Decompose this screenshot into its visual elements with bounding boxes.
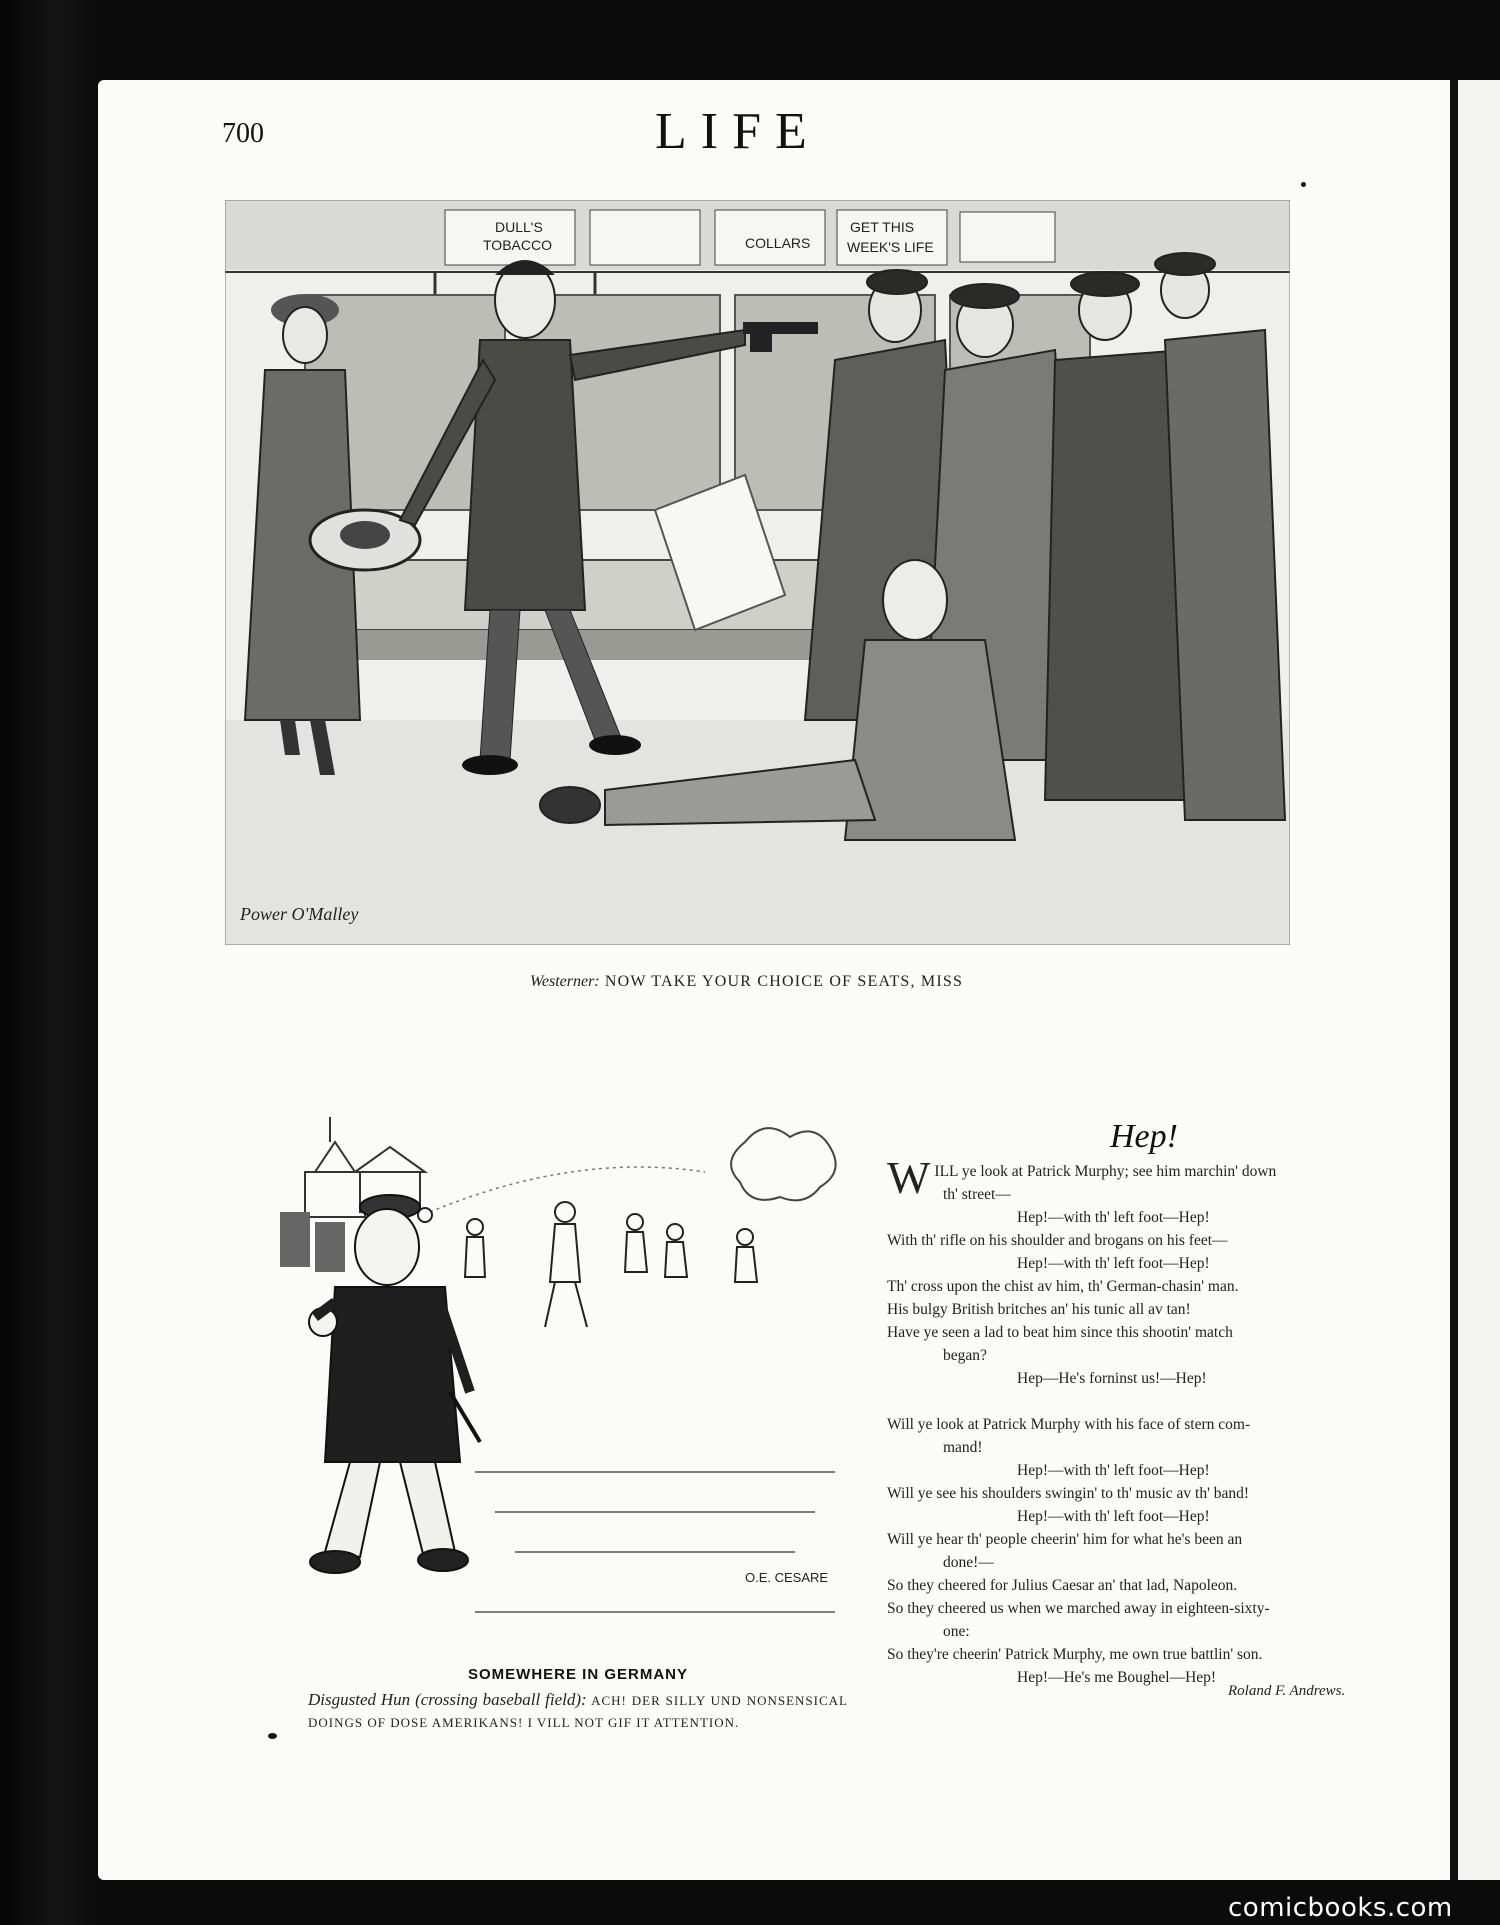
ad-text-tobacco: DULL'S [495, 219, 543, 235]
poem-line: So they're cheerin' Patrick Murphy, me own true battlin' son. [887, 1646, 1263, 1663]
poem-line: ILL ye look at Patrick Murphy; see him marchin' down [934, 1163, 1277, 1180]
stray-dot [1301, 182, 1306, 187]
ad-text-collars: COLLARS [745, 235, 811, 251]
poem-line: His bulgy British britches an' his tunic all av tan! [887, 1301, 1191, 1318]
poem-body [887, 1152, 1407, 1689]
poem-line: mand! [943, 1439, 983, 1456]
poem-line: So they cheered for Julius Caesar an' that lad, Napoleon. [887, 1577, 1238, 1594]
poem-title: Hep! [1110, 1118, 1178, 1155]
cartoon-caption-bottom [308, 1689, 848, 1734]
stray-ink-mark [268, 1733, 277, 1739]
ad-text-life: GET THIS [850, 219, 915, 235]
streetcar-cartoon [225, 200, 1290, 945]
cartoon-title-bottom: SOMEWHERE IN GERMANY [468, 1666, 689, 1683]
poem-line: Will ye see his shoulders swingin' to th' music av th' band! [887, 1485, 1250, 1502]
cartoon-caption-top [530, 973, 963, 991]
svg-text:TOBACCO: TOBACCO [483, 237, 552, 253]
caption-text: NOW TAKE YOUR CHOICE OF SEATS, MISS [604, 973, 964, 990]
artist-signature-bottom: O.E. CESARE [745, 1570, 829, 1585]
caption-speaker-bottom: Disgusted Hun (crossing baseball field): [308, 1690, 587, 1709]
stanza-break [887, 1390, 1407, 1413]
poem-line: With th' rifle on his shoulder and brogans on his feet— [887, 1232, 1228, 1249]
artist-signature-top: Power O'Malley [240, 904, 359, 924]
caption-text-bottom: ACH! DER SILLY UND NONSENSICAL DOINGS OF DOSE AMERIKANS! I VILL NOT GIF IT ATTENTION. [308, 1693, 848, 1730]
poem-line: th' street— [943, 1186, 1011, 1203]
poem-line: Have ye seen a lad to beat him since this shootin' match [887, 1324, 1233, 1341]
adjacent-page-edge [1450, 80, 1500, 1880]
poem-dropcap: W [887, 1152, 931, 1203]
page-number: 700 [222, 118, 264, 149]
watermark: comicbooks.com [1228, 1893, 1453, 1923]
poem-line: Hep!—with th' left foot—Hep! [1017, 1462, 1210, 1479]
baseball-cartoon [275, 1112, 850, 1657]
poem-line: Hep!—with th' left foot—Hep! [1017, 1255, 1210, 1272]
poem-author: Roland F. Andrews. [1228, 1683, 1346, 1699]
poem-line: Hep!—with th' left foot—Hep! [1017, 1209, 1210, 1226]
poem-line: Hep—He's forninst us!—Hep! [1017, 1370, 1207, 1387]
poem-line: one: [943, 1623, 970, 1640]
page-gutter-shadow [1450, 80, 1458, 1880]
poem-line: Hep!—with th' left foot—Hep! [1017, 1508, 1210, 1525]
svg-text:WEEK'S LIFE: WEEK'S LIFE [847, 239, 934, 255]
poem-line: So they cheered us when we marched away in eighteen-sixty- [887, 1600, 1270, 1617]
poem-line: began? [943, 1347, 987, 1364]
poem-line: Will ye hear th' people cheerin' him for what he's been an [887, 1531, 1243, 1548]
caption-speaker: Westerner: [530, 973, 600, 990]
poem-line: Will ye look at Patrick Murphy with his face of stern com- [887, 1416, 1251, 1433]
poem-line: done!— [943, 1554, 994, 1571]
scan-border-left [0, 0, 98, 1925]
poem-line: Hep!—He's me Boughel—Hep! [1017, 1669, 1217, 1686]
poem-line: Th' cross upon the chist av him, th' German-chasin' man. [887, 1278, 1239, 1295]
masthead-title: LIFE [655, 103, 821, 160]
